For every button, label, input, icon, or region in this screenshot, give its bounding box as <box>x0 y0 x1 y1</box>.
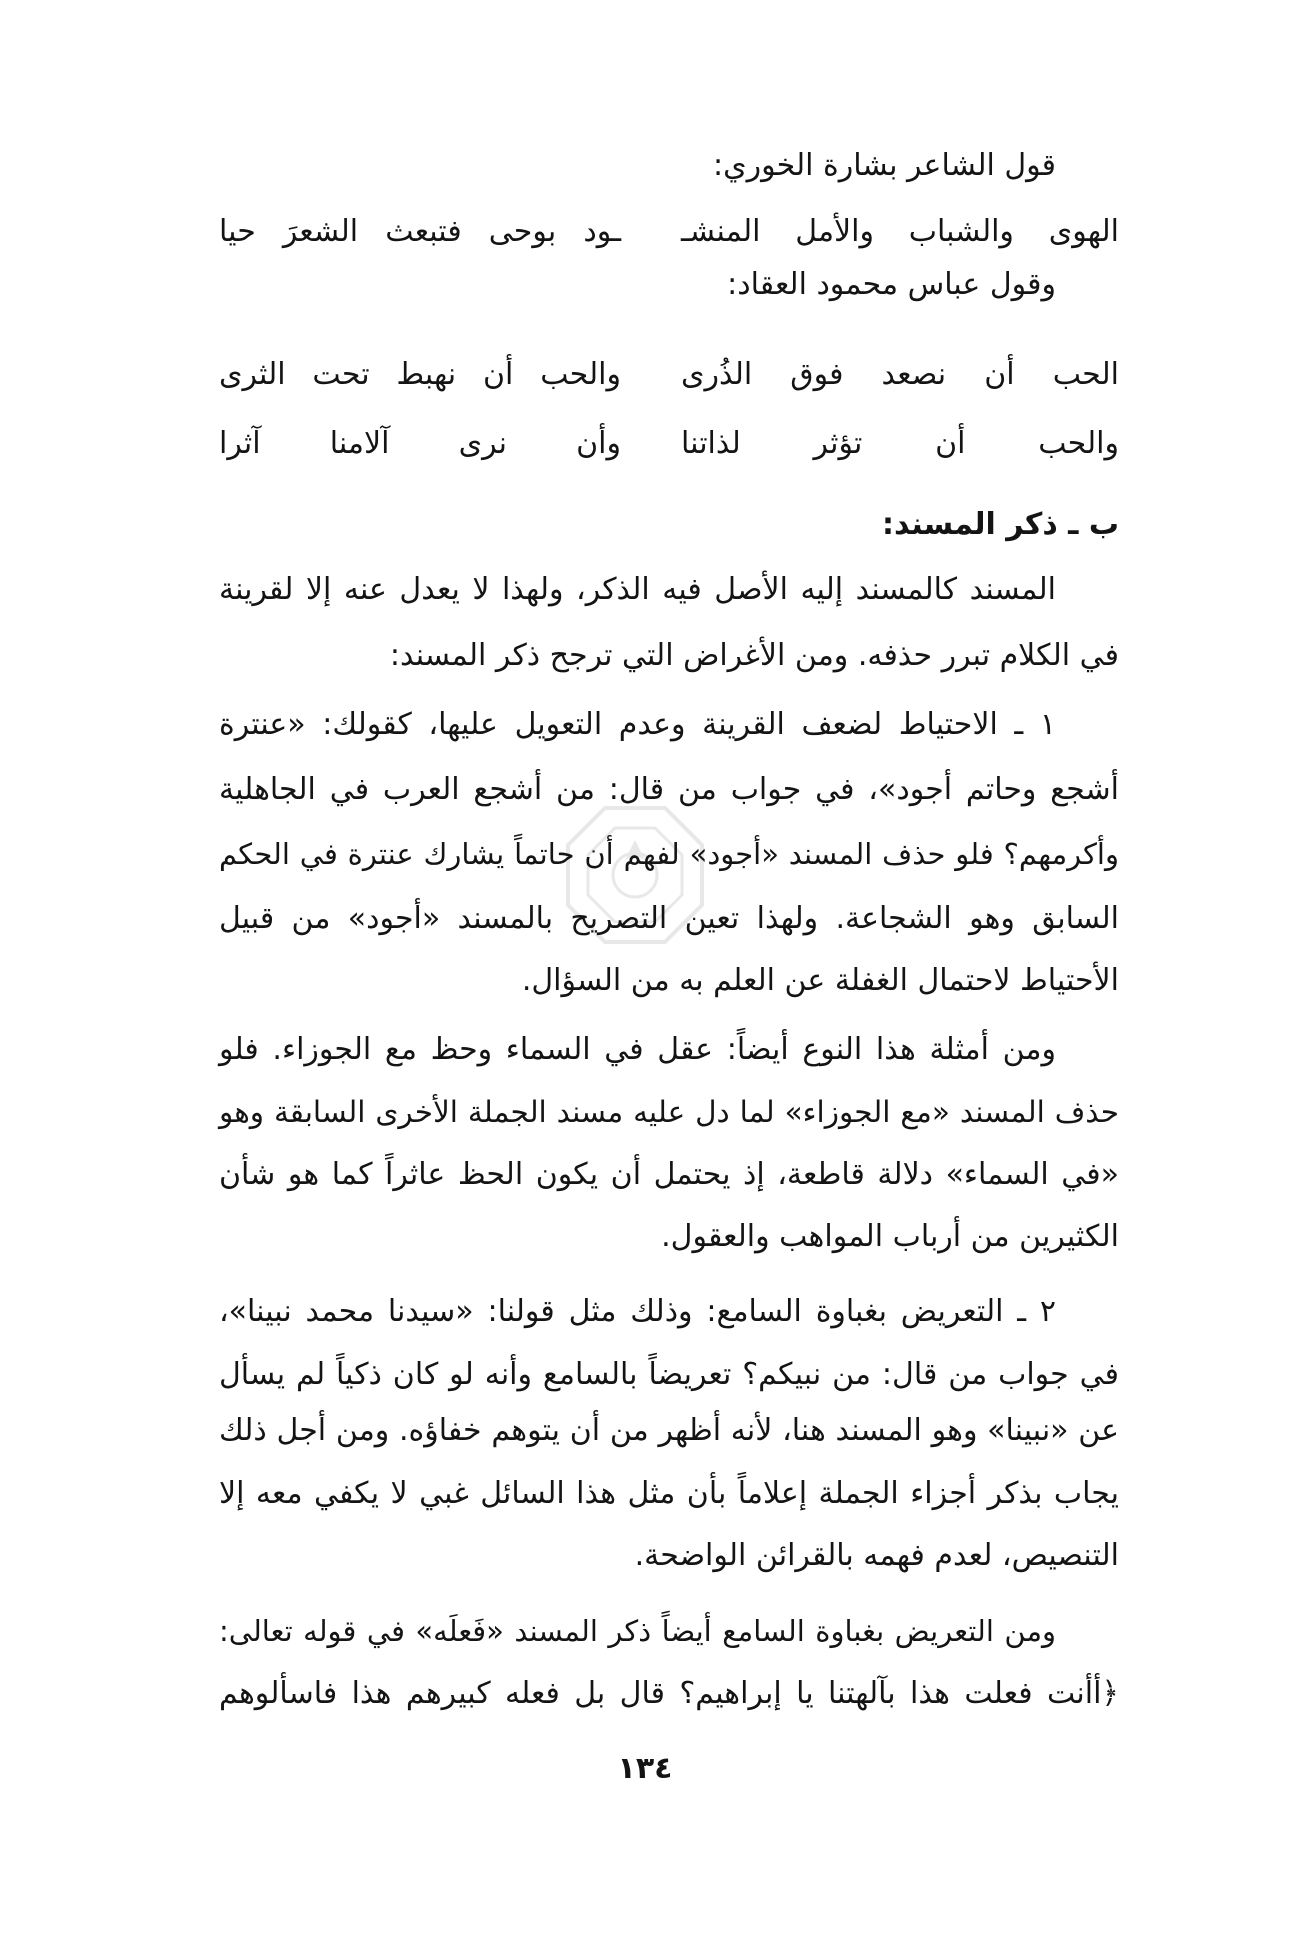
text-line: في جواب من قال: من نبيكم؟ تعريضاً بالسامع وأنه لو كان ذكياً لم يسأل <box>219 1357 1119 1392</box>
text-line: الأحتياط لاحتمال الغفلة عن العلم به من السؤال. <box>521 963 1119 998</box>
text-line: المسند كالمسند إليه الأصل فيه الذكر، ولهذا لا يعدل عنه إلا لقرينة <box>219 572 1056 607</box>
text-line: حذف المسند «مع الجوزاء» لما دل عليه مسند الجملة الأخرى السابقة وهو <box>219 1095 1119 1129</box>
verse-3-second-hemistich: وأن نرى آلامنا آثرا <box>219 426 621 461</box>
text-line: ﴿أأنت فعلت هذا بآلهتنا يا إبراهيم؟ قال بل فعله كبيرهم هذا فاسألوهم <box>219 1676 1119 1711</box>
verse-3-first-hemistich: والحب أن تؤثر لذاتنا <box>681 426 1119 461</box>
verse-1-first-hemistich: الهوى والشباب والأمل المنشـ <box>681 214 1119 249</box>
text-line: ٢ ـ التعريض بغباوة السامع: وذلك مثل قولنا: «سيدنا محمد نبينا»، <box>219 1294 1056 1329</box>
text-line: «في السماء» دلالة قاطعة، إذ يحتمل أن يكون الحظ عاثراً كما هو شأن <box>219 1157 1119 1192</box>
verse-2-first-hemistich: الحب أن نصعد فوق الذُرى <box>681 357 1119 392</box>
verse-1-second-hemistich: ـود بوحى فتبعث الشعرَ حيا <box>219 214 621 249</box>
text-line: السابق وهو الشجاعة. ولهذا تعين التصريح بالمسند «أجود» من قبيل <box>219 901 1119 936</box>
text-line: الكثيرين من أرباب المواهب والعقول. <box>661 1219 1119 1254</box>
section-heading: ب ـ ذكر المسند: <box>882 507 1119 542</box>
verse-2-second-hemistich: والحب أن نهبط تحت الثرى <box>219 357 621 392</box>
text-line: ومن التعريض بغباوة السامع أيضاً ذكر المسند «فَعلَه» في قوله تعالى: <box>219 1614 1056 1648</box>
text-line: أشجع وحاتم أجود»، في جواب من قال: من أشجع العرب في الجاهلية <box>219 772 1119 807</box>
text-line: في الكلام تبرر حذفه. ومن الأغراض التي ترجح ذكر المسند: <box>389 638 1119 673</box>
text-line: يجاب بذكر أجزاء الجملة إعلاماً بأن مثل هذا السائل غبي لا يكفي معه إلا <box>219 1476 1119 1511</box>
text-line: وأكرمهم؟ فلو حذف المسند «أجود» لفهم أن حاتماً يشارك عنترة في الحكم <box>219 837 1119 871</box>
text-line: عن «نبينا» وهو المسند هنا، لأنه أظهر من أن يتوهم خفاؤه. ومن أجل ذلك <box>219 1413 1119 1448</box>
text-line: ومن أمثلة هذا النوع أيضاً: عقل في السماء وحظ مع الجوزاء. فلو <box>219 1032 1056 1067</box>
text-line: ١ ـ الاحتياط لضعف القرينة وعدم التعويل عليها، كقولك: «عنترة <box>219 707 1056 742</box>
page-number: ١٣٤ <box>617 1751 673 1786</box>
intro-bishara-al-khouri: قول الشاعر بشارة الخوري: <box>713 148 1056 183</box>
text-line: التنصيص، لعدم فهمه بالقرائن الواضحة. <box>634 1538 1119 1573</box>
intro-abbas-al-aqqad: وقول عباس محمود العقاد: <box>727 267 1056 302</box>
